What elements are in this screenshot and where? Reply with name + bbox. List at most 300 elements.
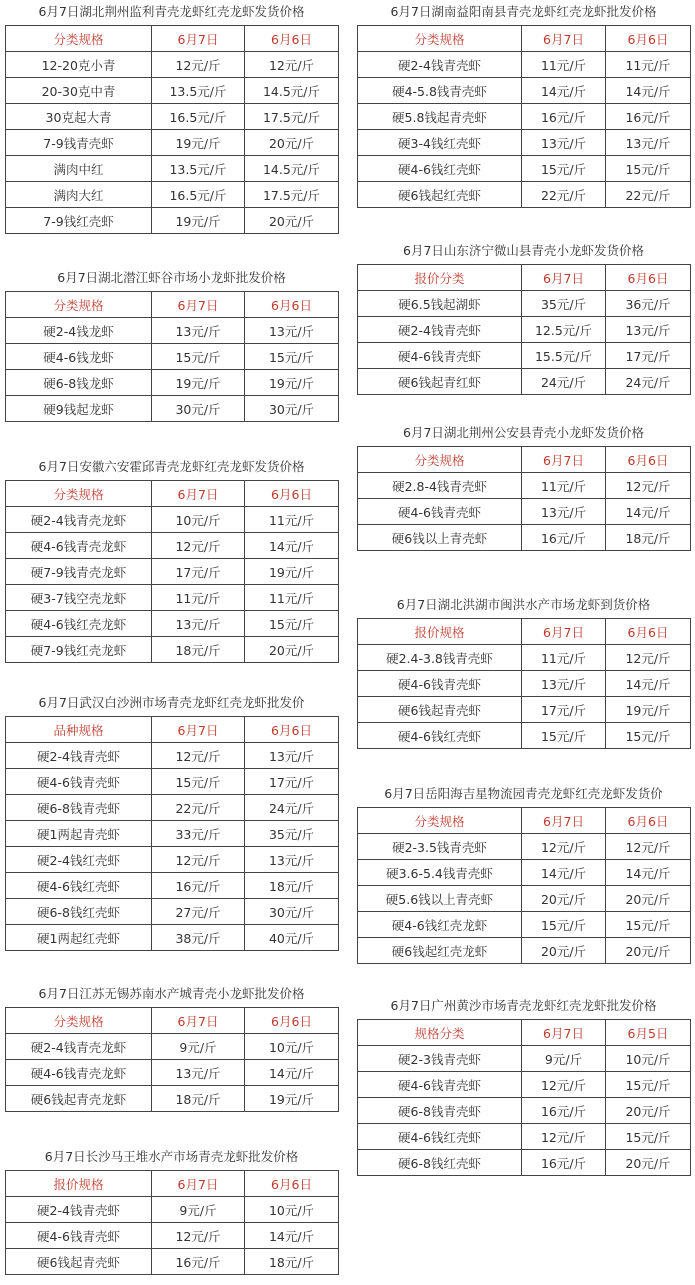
price-cell: 20元/斤 bbox=[522, 886, 606, 912]
spec-cell: 硬2-4钱青壳虾 bbox=[358, 317, 522, 343]
table-header-row bbox=[358, 619, 691, 645]
price-cell: 14元/斤 bbox=[606, 499, 691, 525]
price-cell: 12元/斤 bbox=[152, 533, 245, 559]
table-row bbox=[358, 1150, 691, 1176]
header-date: 6月7日 bbox=[522, 619, 606, 645]
price-cell: 10元/斤 bbox=[245, 1197, 339, 1223]
price-cell: 15元/斤 bbox=[245, 611, 339, 637]
price-cell: 15元/斤 bbox=[606, 156, 691, 182]
price-cell: 18元/斤 bbox=[152, 1086, 245, 1112]
spec-cell: 7-9钱红壳虾 bbox=[6, 208, 152, 234]
price-table-block bbox=[357, 997, 690, 1176]
table-title: 6月7日湖北荆州监利青壳龙虾红壳龙虾发货价格 bbox=[38, 4, 305, 19]
price-cell: 11元/斤 bbox=[522, 645, 606, 671]
price-cell: 14元/斤 bbox=[522, 78, 606, 104]
price-cell: 22元/斤 bbox=[606, 182, 691, 208]
table-row bbox=[358, 1098, 691, 1124]
header-date: 6月6日 bbox=[606, 26, 691, 52]
table-row bbox=[6, 1223, 339, 1249]
header-date: 6月6日 bbox=[245, 26, 339, 52]
table-row bbox=[358, 291, 691, 317]
spec-cell: 硬5.8钱起青壳虾 bbox=[358, 104, 522, 130]
table-row bbox=[358, 645, 691, 671]
spec-cell: 硬2-4钱青壳虾 bbox=[6, 1197, 152, 1223]
spec-cell: 硬6-8钱青壳虾 bbox=[358, 1098, 522, 1124]
spec-cell: 硬3-7钱空壳龙虾 bbox=[6, 585, 152, 611]
header-spec: 报价分类 bbox=[358, 265, 522, 291]
price-cell: 20元/斤 bbox=[606, 886, 691, 912]
table-header-row bbox=[358, 808, 691, 834]
table-row bbox=[6, 637, 339, 663]
price-table-block bbox=[5, 458, 338, 663]
header-date: 6月6日 bbox=[245, 1008, 339, 1034]
price-cell: 12元/斤 bbox=[152, 743, 245, 769]
price-table-block bbox=[357, 424, 690, 551]
header-spec: 分类规格 bbox=[358, 447, 522, 473]
header-date: 6月7日 bbox=[152, 717, 245, 743]
price-cell: 14元/斤 bbox=[606, 78, 691, 104]
table-row bbox=[358, 834, 691, 860]
spec-cell: 硬2-3钱青壳虾 bbox=[358, 1046, 522, 1072]
price-cell: 12元/斤 bbox=[606, 473, 691, 499]
price-table bbox=[357, 1019, 691, 1176]
spec-cell: 硬4-6钱红壳虾 bbox=[358, 1124, 522, 1150]
price-table bbox=[357, 25, 691, 208]
spec-cell: 30克起大青 bbox=[6, 104, 152, 130]
table-header-row bbox=[358, 1020, 691, 1046]
table-row bbox=[6, 1086, 339, 1112]
spec-cell: 硬2-4钱龙虾 bbox=[6, 318, 152, 344]
header-date: 6月5日 bbox=[606, 1020, 691, 1046]
table-row bbox=[6, 743, 339, 769]
spec-cell: 硬6钱起青壳虾 bbox=[358, 697, 522, 723]
spec-cell: 硬4-6钱龙虾 bbox=[6, 344, 152, 370]
header-date: 6月6日 bbox=[606, 265, 691, 291]
table-title: 6月7日湖南益阳南县青壳龙虾红壳龙虾批发价格 bbox=[390, 4, 657, 19]
table-row bbox=[358, 1124, 691, 1150]
price-cell: 19元/斤 bbox=[245, 1086, 339, 1112]
table-row bbox=[358, 499, 691, 525]
price-cell: 20元/斤 bbox=[245, 637, 339, 663]
price-cell: 13.5元/斤 bbox=[152, 78, 245, 104]
table-header-row bbox=[6, 1171, 339, 1197]
spec-cell: 硬3.6-5.4钱青壳虾 bbox=[358, 860, 522, 886]
price-cell: 15.5元/斤 bbox=[522, 343, 606, 369]
table-title: 6月7日长沙马王堆水产市场青壳龙虾批发价格 bbox=[44, 1149, 299, 1164]
price-cell: 15元/斤 bbox=[152, 769, 245, 795]
price-cell: 13元/斤 bbox=[606, 317, 691, 343]
spec-cell: 硬6-8钱青壳虾 bbox=[6, 795, 152, 821]
price-cell: 13.5元/斤 bbox=[152, 156, 245, 182]
price-table-block bbox=[357, 3, 690, 208]
table-row bbox=[358, 156, 691, 182]
price-table-block bbox=[5, 269, 338, 422]
table-row bbox=[6, 585, 339, 611]
table-row bbox=[358, 473, 691, 499]
header-date: 6月7日 bbox=[152, 481, 245, 507]
price-cell: 16元/斤 bbox=[522, 1098, 606, 1124]
price-cell: 13元/斤 bbox=[522, 130, 606, 156]
price-cell: 30元/斤 bbox=[245, 899, 339, 925]
price-cell: 13元/斤 bbox=[245, 743, 339, 769]
price-cell: 9元/斤 bbox=[152, 1034, 245, 1060]
price-cell: 17.5元/斤 bbox=[245, 182, 339, 208]
table-row bbox=[358, 912, 691, 938]
price-cell: 35元/斤 bbox=[522, 291, 606, 317]
spec-cell: 硬4-6钱青壳虾 bbox=[358, 343, 522, 369]
price-cell: 17元/斤 bbox=[606, 343, 691, 369]
price-cell: 16元/斤 bbox=[522, 104, 606, 130]
header-date: 6月7日 bbox=[152, 26, 245, 52]
price-cell: 38元/斤 bbox=[152, 925, 245, 951]
spec-cell: 硬9钱起龙虾 bbox=[6, 396, 152, 422]
table-row bbox=[6, 78, 339, 104]
table-row bbox=[358, 938, 691, 964]
table-row bbox=[6, 873, 339, 899]
table-row bbox=[6, 1197, 339, 1223]
price-table bbox=[5, 1170, 339, 1275]
table-row bbox=[358, 104, 691, 130]
spec-cell: 硬4-6钱青壳虾 bbox=[6, 1223, 152, 1249]
price-cell: 20元/斤 bbox=[606, 938, 691, 964]
spec-cell: 硬6-8钱红壳虾 bbox=[6, 899, 152, 925]
spec-cell: 硬5.6钱以上青壳虾 bbox=[358, 886, 522, 912]
price-cell: 40元/斤 bbox=[245, 925, 339, 951]
table-row bbox=[6, 370, 339, 396]
price-cell: 10元/斤 bbox=[152, 507, 245, 533]
price-cell: 14元/斤 bbox=[606, 671, 691, 697]
price-cell: 20元/斤 bbox=[522, 938, 606, 964]
header-spec: 分类规格 bbox=[6, 26, 152, 52]
header-date: 6月6日 bbox=[606, 808, 691, 834]
spec-cell: 硬4-6钱红壳虾 bbox=[6, 873, 152, 899]
price-table bbox=[357, 446, 691, 551]
price-cell: 18元/斤 bbox=[152, 637, 245, 663]
header-spec: 分类规格 bbox=[6, 481, 152, 507]
table-row bbox=[6, 156, 339, 182]
spec-cell: 硬7-9钱红壳龙虾 bbox=[6, 637, 152, 663]
price-cell: 19元/斤 bbox=[152, 208, 245, 234]
spec-cell: 20-30克中青 bbox=[6, 78, 152, 104]
price-cell: 15元/斤 bbox=[522, 156, 606, 182]
price-cell: 9元/斤 bbox=[522, 1046, 606, 1072]
table-row bbox=[6, 1249, 339, 1275]
price-table-block bbox=[357, 596, 690, 749]
spec-cell: 硬4-6钱红壳龙虾 bbox=[6, 611, 152, 637]
price-cell: 11元/斤 bbox=[152, 585, 245, 611]
table-row bbox=[358, 52, 691, 78]
table-row bbox=[6, 1060, 339, 1086]
price-cell: 11元/斤 bbox=[522, 473, 606, 499]
spec-cell: 硬4-6钱青壳虾 bbox=[358, 671, 522, 697]
price-cell: 12元/斤 bbox=[522, 1124, 606, 1150]
header-spec: 分类规格 bbox=[358, 26, 522, 52]
table-row bbox=[358, 697, 691, 723]
table-title: 6月7日湖北潜江虾谷市场小龙虾批发价格 bbox=[57, 270, 286, 285]
header-date: 6月6日 bbox=[606, 619, 691, 645]
price-cell: 20元/斤 bbox=[245, 130, 339, 156]
price-cell: 13元/斤 bbox=[245, 847, 339, 873]
price-cell: 15元/斤 bbox=[152, 344, 245, 370]
spec-cell: 硬2-3.5钱青壳虾 bbox=[358, 834, 522, 860]
price-table-block bbox=[5, 3, 338, 234]
spec-cell: 硬6-8钱龙虾 bbox=[6, 370, 152, 396]
price-cell: 16.5元/斤 bbox=[152, 182, 245, 208]
price-cell: 20元/斤 bbox=[606, 1098, 691, 1124]
table-title: 6月7日广州黄沙市场青壳龙虾红壳龙虾批发价格 bbox=[390, 998, 657, 1013]
header-spec: 品种规格 bbox=[6, 717, 152, 743]
price-cell: 13元/斤 bbox=[152, 318, 245, 344]
spec-cell: 7-9钱青壳虾 bbox=[6, 130, 152, 156]
price-table bbox=[5, 716, 339, 951]
price-table-block bbox=[5, 985, 338, 1112]
price-cell: 22元/斤 bbox=[522, 182, 606, 208]
price-table-block bbox=[5, 1148, 338, 1275]
spec-cell: 硬2.8-4钱青壳虾 bbox=[358, 473, 522, 499]
table-row bbox=[358, 860, 691, 886]
price-cell: 11元/斤 bbox=[245, 585, 339, 611]
price-cell: 16元/斤 bbox=[522, 525, 606, 551]
spec-cell: 满肉中红 bbox=[6, 156, 152, 182]
price-cell: 16元/斤 bbox=[522, 1150, 606, 1176]
table-row bbox=[358, 182, 691, 208]
table-title: 6月7日江苏无锡苏南水产城青壳小龙虾批发价格 bbox=[38, 986, 305, 1001]
price-cell: 14元/斤 bbox=[606, 860, 691, 886]
table-row bbox=[6, 847, 339, 873]
price-cell: 15元/斤 bbox=[606, 912, 691, 938]
table-row bbox=[6, 208, 339, 234]
table-header-row bbox=[6, 1008, 339, 1034]
price-cell: 24元/斤 bbox=[245, 795, 339, 821]
price-cell: 35元/斤 bbox=[245, 821, 339, 847]
price-cell: 15元/斤 bbox=[245, 344, 339, 370]
price-cell: 15元/斤 bbox=[606, 1072, 691, 1098]
table-header-row bbox=[358, 447, 691, 473]
spec-cell: 硬6钱起青壳虾 bbox=[6, 1249, 152, 1275]
price-cell: 12.5元/斤 bbox=[522, 317, 606, 343]
table-header-row bbox=[358, 265, 691, 291]
price-cell: 16元/斤 bbox=[152, 1249, 245, 1275]
header-date: 6月6日 bbox=[245, 481, 339, 507]
table-row bbox=[6, 130, 339, 156]
header-date: 6月7日 bbox=[522, 26, 606, 52]
price-cell: 11元/斤 bbox=[245, 507, 339, 533]
table-row bbox=[358, 886, 691, 912]
table-row bbox=[358, 525, 691, 551]
spec-cell: 硬4-6钱青壳虾 bbox=[6, 769, 152, 795]
header-date: 6月7日 bbox=[522, 447, 606, 473]
price-cell: 17元/斤 bbox=[245, 769, 339, 795]
table-title: 6月7日岳阳海吉星物流园青壳龙虾红壳龙虾发货价 bbox=[384, 786, 663, 801]
price-table-block bbox=[357, 242, 690, 395]
price-cell: 18元/斤 bbox=[606, 525, 691, 551]
table-title: 6月7日武汉白沙洲市场青壳龙虾红壳龙虾批发价 bbox=[38, 695, 305, 710]
table-row bbox=[358, 723, 691, 749]
spec-cell: 硬2-4钱青壳虾 bbox=[6, 743, 152, 769]
header-date: 6月6日 bbox=[245, 1171, 339, 1197]
table-title: 6月7日湖北荆州公安县青壳小龙虾发货价格 bbox=[403, 425, 644, 440]
price-cell: 14元/斤 bbox=[245, 1060, 339, 1086]
price-cell: 19元/斤 bbox=[152, 130, 245, 156]
price-cell: 15元/斤 bbox=[606, 1124, 691, 1150]
price-table bbox=[357, 264, 691, 395]
header-date: 6月6日 bbox=[606, 447, 691, 473]
spec-cell: 硬4-6钱青壳龙虾 bbox=[6, 1060, 152, 1086]
price-cell: 19元/斤 bbox=[152, 370, 245, 396]
table-header-row bbox=[6, 26, 339, 52]
price-cell: 9元/斤 bbox=[152, 1197, 245, 1223]
table-row bbox=[6, 507, 339, 533]
price-cell: 14.5元/斤 bbox=[245, 78, 339, 104]
table-header-row bbox=[6, 717, 339, 743]
price-table bbox=[357, 807, 691, 964]
price-cell: 20元/斤 bbox=[606, 1150, 691, 1176]
price-cell: 17元/斤 bbox=[152, 559, 245, 585]
spec-cell: 硬6-8钱红壳虾 bbox=[358, 1150, 522, 1176]
price-cell: 24元/斤 bbox=[606, 369, 691, 395]
price-cell: 14元/斤 bbox=[522, 860, 606, 886]
price-table bbox=[5, 480, 339, 663]
header-date: 6月7日 bbox=[522, 808, 606, 834]
price-table bbox=[5, 291, 339, 422]
spec-cell: 硬2.4-3.8钱青壳虾 bbox=[358, 645, 522, 671]
price-cell: 14元/斤 bbox=[245, 1223, 339, 1249]
spec-cell: 硬4-6钱红壳虾 bbox=[358, 156, 522, 182]
header-spec: 分类规格 bbox=[6, 1008, 152, 1034]
header-spec: 报价规格 bbox=[358, 619, 522, 645]
price-cell: 18元/斤 bbox=[245, 873, 339, 899]
price-table bbox=[5, 25, 339, 234]
spec-cell: 硬4-6钱青壳龙虾 bbox=[6, 533, 152, 559]
table-row bbox=[358, 78, 691, 104]
price-cell: 19元/斤 bbox=[245, 370, 339, 396]
spec-cell: 硬4-6钱红壳龙虾 bbox=[358, 912, 522, 938]
price-cell: 33元/斤 bbox=[152, 821, 245, 847]
spec-cell: 硬4-6钱青壳虾 bbox=[358, 1072, 522, 1098]
spec-cell: 硬1两起红壳虾 bbox=[6, 925, 152, 951]
price-cell: 17元/斤 bbox=[522, 697, 606, 723]
table-row bbox=[6, 769, 339, 795]
table-row bbox=[358, 1072, 691, 1098]
table-row bbox=[358, 317, 691, 343]
price-cell: 15元/斤 bbox=[522, 723, 606, 749]
table-row bbox=[358, 671, 691, 697]
price-cell: 12元/斤 bbox=[606, 834, 691, 860]
table-row bbox=[6, 182, 339, 208]
price-cell: 22元/斤 bbox=[152, 795, 245, 821]
price-cell: 13元/斤 bbox=[522, 671, 606, 697]
spec-cell: 硬6钱以上青壳虾 bbox=[358, 525, 522, 551]
spec-cell: 硬2-4钱青壳龙虾 bbox=[6, 1034, 152, 1060]
price-cell: 12元/斤 bbox=[522, 834, 606, 860]
price-cell: 18元/斤 bbox=[245, 1249, 339, 1275]
spec-cell: 硬6钱起青红虾 bbox=[358, 369, 522, 395]
spec-cell: 硬3-4钱红壳虾 bbox=[358, 130, 522, 156]
price-cell: 10元/斤 bbox=[606, 1046, 691, 1072]
price-cell: 12元/斤 bbox=[606, 645, 691, 671]
price-cell: 15元/斤 bbox=[522, 912, 606, 938]
spec-cell: 硬6钱起青壳龙虾 bbox=[6, 1086, 152, 1112]
table-header-row bbox=[6, 481, 339, 507]
table-row bbox=[6, 611, 339, 637]
header-spec: 分类规格 bbox=[6, 292, 152, 318]
spec-cell: 硬7-9钱青壳龙虾 bbox=[6, 559, 152, 585]
table-row bbox=[6, 104, 339, 130]
price-cell: 19元/斤 bbox=[245, 559, 339, 585]
price-cell: 11元/斤 bbox=[606, 52, 691, 78]
price-cell: 30元/斤 bbox=[245, 396, 339, 422]
header-date: 6月7日 bbox=[152, 1008, 245, 1034]
table-title: 6月7日安徽六安霍邱青壳龙虾红壳龙虾发货价格 bbox=[38, 459, 305, 474]
header-date: 6月7日 bbox=[522, 265, 606, 291]
price-table-block bbox=[357, 785, 690, 964]
spec-cell: 硬6钱起红壳龙虾 bbox=[358, 938, 522, 964]
price-cell: 15元/斤 bbox=[606, 723, 691, 749]
spec-cell: 硬6.5钱起湖虾 bbox=[358, 291, 522, 317]
price-cell: 11元/斤 bbox=[522, 52, 606, 78]
price-cell: 12元/斤 bbox=[245, 52, 339, 78]
price-table bbox=[357, 618, 691, 749]
table-header-row bbox=[6, 292, 339, 318]
price-cell: 13元/斤 bbox=[152, 1060, 245, 1086]
price-cell: 13元/斤 bbox=[606, 130, 691, 156]
table-row bbox=[358, 343, 691, 369]
header-date: 6月6日 bbox=[245, 292, 339, 318]
price-cell: 13元/斤 bbox=[152, 611, 245, 637]
table-row bbox=[358, 130, 691, 156]
price-cell: 27元/斤 bbox=[152, 899, 245, 925]
price-cell: 13元/斤 bbox=[245, 318, 339, 344]
price-cell: 14.5元/斤 bbox=[245, 156, 339, 182]
table-row bbox=[6, 1034, 339, 1060]
table-row bbox=[358, 369, 691, 395]
table-row bbox=[6, 795, 339, 821]
price-cell: 17.5元/斤 bbox=[245, 104, 339, 130]
header-spec: 分类规格 bbox=[358, 808, 522, 834]
spec-cell: 硬6钱起红壳虾 bbox=[358, 182, 522, 208]
table-header-row bbox=[358, 26, 691, 52]
spec-cell: 硬1两起青壳虾 bbox=[6, 821, 152, 847]
table-row bbox=[6, 52, 339, 78]
price-table-block bbox=[5, 694, 338, 951]
price-cell: 12元/斤 bbox=[152, 847, 245, 873]
table-row bbox=[358, 1046, 691, 1072]
price-cell: 12元/斤 bbox=[152, 1223, 245, 1249]
price-cell: 12元/斤 bbox=[522, 1072, 606, 1098]
spec-cell: 硬2-4钱青壳龙虾 bbox=[6, 507, 152, 533]
spec-cell: 硬4-5.8钱青壳虾 bbox=[358, 78, 522, 104]
header-date: 6月7日 bbox=[152, 292, 245, 318]
table-row bbox=[6, 318, 339, 344]
price-cell: 30元/斤 bbox=[152, 396, 245, 422]
header-date: 6月7日 bbox=[152, 1171, 245, 1197]
spec-cell: 硬4-6钱青壳虾 bbox=[358, 499, 522, 525]
price-cell: 36元/斤 bbox=[606, 291, 691, 317]
price-cell: 13元/斤 bbox=[522, 499, 606, 525]
price-cell: 24元/斤 bbox=[522, 369, 606, 395]
price-table bbox=[5, 1007, 339, 1112]
table-row bbox=[6, 344, 339, 370]
price-cell: 16元/斤 bbox=[606, 104, 691, 130]
table-row bbox=[6, 396, 339, 422]
table-row bbox=[6, 559, 339, 585]
table-row bbox=[6, 899, 339, 925]
table-row bbox=[6, 821, 339, 847]
table-row bbox=[6, 925, 339, 951]
table-title: 6月7日山东济宁微山县青壳小龙虾发货价格 bbox=[403, 243, 644, 258]
spec-cell: 硬2-4钱红壳虾 bbox=[6, 847, 152, 873]
price-cell: 20元/斤 bbox=[245, 208, 339, 234]
